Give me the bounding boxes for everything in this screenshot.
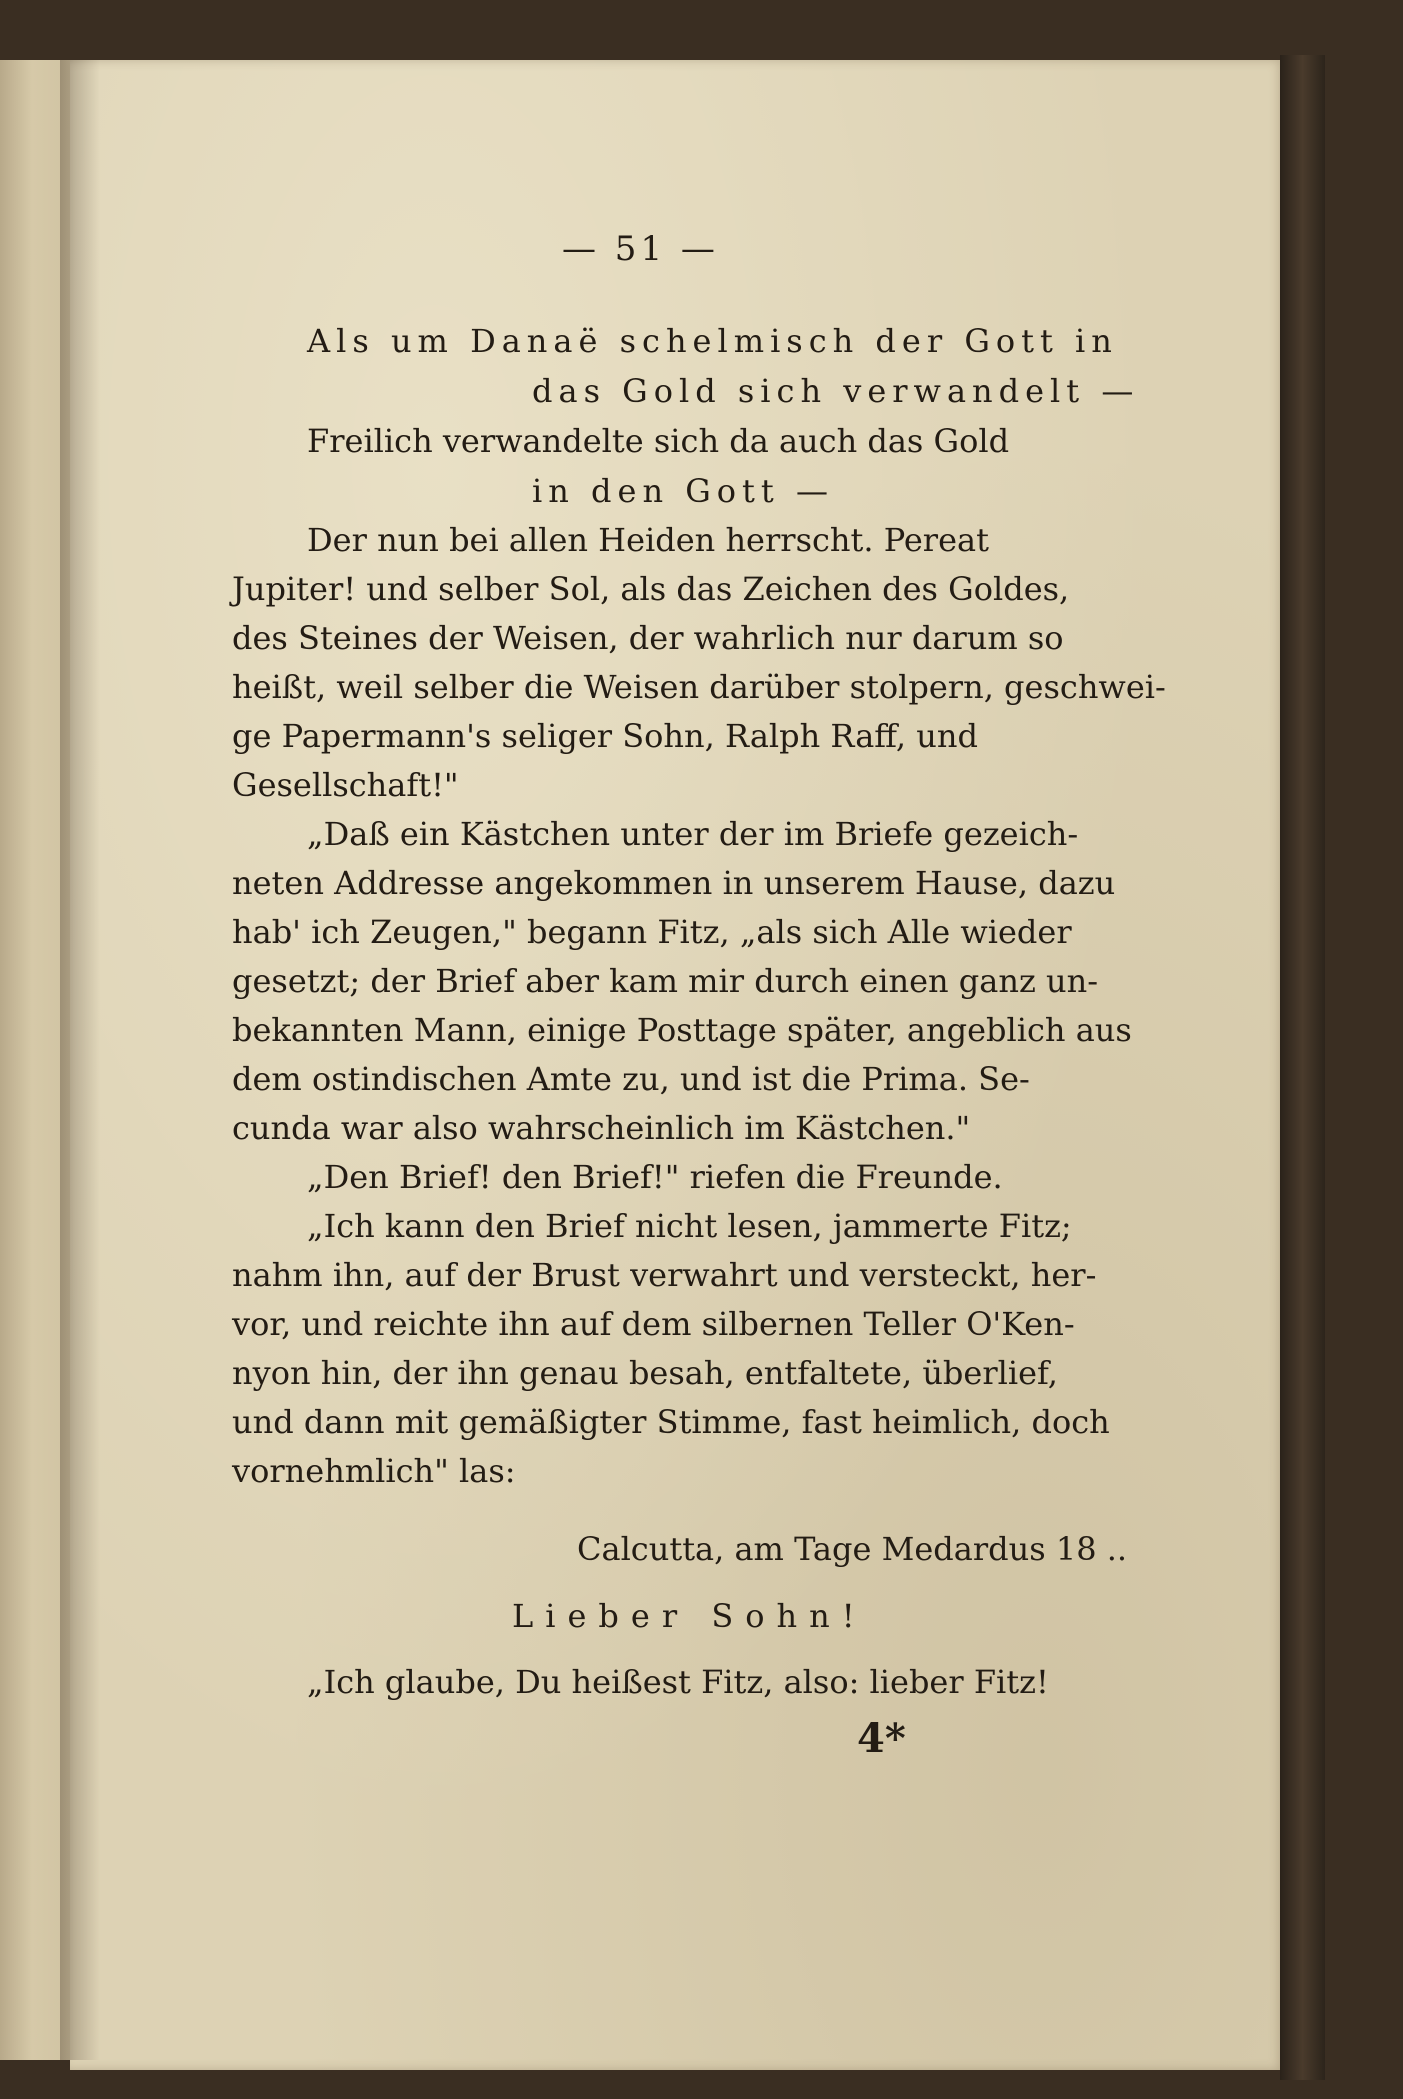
text-line: gesetzt; der Brief aber kam mir durch einen ganz un-	[232, 962, 1099, 1000]
letter-salutation: Lieber Sohn!	[512, 1597, 867, 1635]
text-line: „Ich kann den Brief nicht lesen, jammerte Fitz;	[307, 1207, 1072, 1245]
text-line: des Steines der Weisen, der wahrlich nur darum so	[232, 619, 1064, 657]
text-line: „Den Brief! den Brief!" riefen die Freunde.	[307, 1158, 1003, 1196]
binding-shadow	[60, 60, 100, 2060]
text-line: dem ostindischen Amte zu, und ist die Prima. Se-	[232, 1060, 1030, 1098]
text-line: neten Addresse angekommen in unserem Hause, dazu	[232, 864, 1116, 902]
text-line: Jupiter! und selber Sol, als das Zeichen des Goldes,	[232, 570, 1070, 608]
text-line: Als um Danaë schelmisch der Gott in	[307, 322, 1118, 360]
page-number: — 51 —	[562, 229, 719, 269]
text-line: Der nun bei allen Heiden herrscht. Pereat	[307, 521, 989, 559]
text-line: cunda war also wahrscheinlich im Kästchen."	[232, 1109, 971, 1147]
text-line: „Daß ein Kästchen unter der im Briefe gezeich-	[307, 815, 1079, 853]
letter-dateline: Calcutta, am Tage Medardus 18 ..	[577, 1530, 1128, 1568]
signature-mark: 4*	[857, 1715, 906, 1762]
text-line: in den Gott —	[532, 472, 834, 510]
text-line: „Ich glaube, Du heißest Fitz, also: lieber Fitz!	[307, 1663, 1049, 1701]
text-line: ge Papermann's seliger Sohn, Ralph Raff, und	[232, 717, 978, 755]
text-line: nyon hin, der ihn genau besah, entfaltete, überlief,	[232, 1354, 1058, 1392]
text-line: hab' ich Zeugen," begann Fitz, „als sich Alle wieder	[232, 913, 1072, 951]
text-line: vor, und reichte ihn auf dem silbernen Teller O'Ken-	[232, 1305, 1075, 1343]
text-line: vornehmlich" las:	[232, 1452, 516, 1490]
book-cover-edge	[1280, 55, 1325, 2080]
text-line: Freilich verwandelte sich da auch das Gold	[307, 422, 1010, 460]
text-line: das Gold sich verwandelt —	[532, 372, 1140, 410]
text-line: und dann mit gemäßigter Stimme, fast heimlich, doch	[232, 1403, 1110, 1441]
text-line: nahm ihn, auf der Brust verwahrt und versteckt, her-	[232, 1256, 1097, 1294]
text-line: heißt, weil selber die Weisen darüber stolpern, geschwei-	[232, 668, 1166, 706]
text-line: Gesellschaft!"	[232, 766, 459, 804]
text-line: bekannten Mann, einige Posttage später, angeblich aus	[232, 1011, 1132, 1049]
